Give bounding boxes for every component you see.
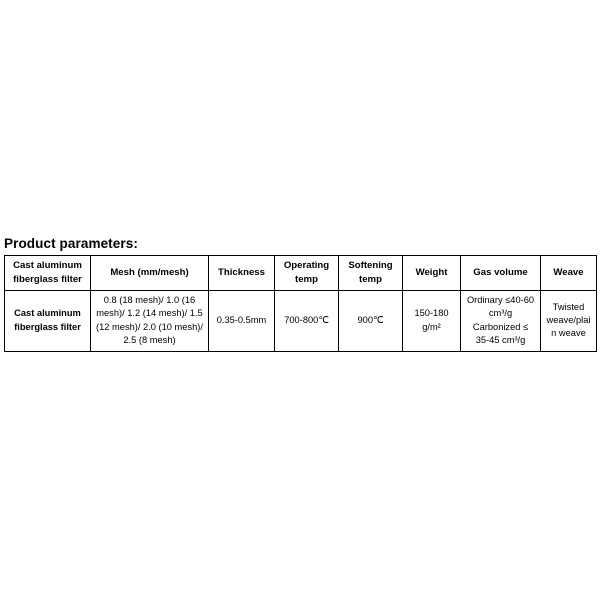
table-header-row (5, 256, 597, 291)
cell-mesh: 0.8 (18 mesh)/ 1.0 (16 mesh)/ 1.2 (14 mesh)/ 1.5 (12 mesh)/ 2.0 (10 mesh)/ 2.5 (8 mesh) (91, 290, 209, 351)
column-header-operating-temp: Operating temp (275, 256, 339, 291)
cell-gas-volume: Ordinary ≤40-60 cm³/g Carbonized ≤ 35-45 cm³/g (461, 290, 541, 351)
column-header-mesh: Mesh (mm/mesh) (91, 256, 209, 291)
cell-thickness: 0.35-0.5mm (209, 290, 275, 351)
column-header-thickness: Thickness (209, 256, 275, 291)
cell-product-name: Cast aluminum fiberglass filter (5, 290, 91, 351)
product-parameters-table-wrapper (4, 255, 596, 352)
column-header-weight: Weight (403, 256, 461, 291)
cell-weight: 150-180 g/m² (403, 290, 461, 351)
column-header-weave: Weave (541, 256, 597, 291)
cell-weave: Twisted weave/plain weave (541, 290, 597, 351)
cell-softening-temp: 900℃ (339, 290, 403, 351)
product-parameters-table (4, 255, 597, 352)
column-header-gas-volume: Gas volume (461, 256, 541, 291)
page-title: Product parameters: (4, 236, 138, 251)
column-header-product: Cast aluminum fiberglass filter (5, 256, 91, 291)
column-header-softening-temp: Softening temp (339, 256, 403, 291)
cell-operating-temp: 700-800℃ (275, 290, 339, 351)
table-row (5, 290, 597, 351)
